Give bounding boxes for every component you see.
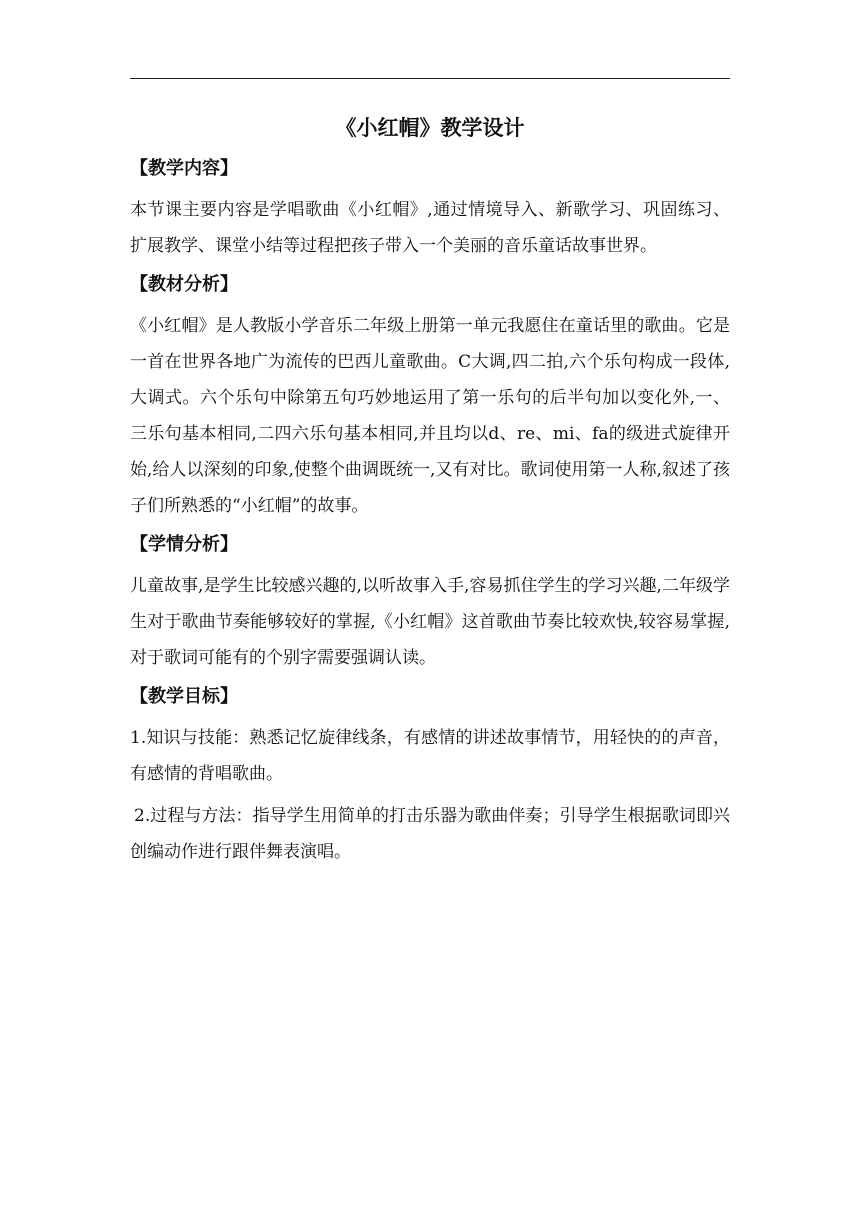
section-student-analysis xyxy=(130,530,730,676)
goal-item: 1.知识与技能：熟悉记忆旋律线条，有感情的讲述故事情节，用轻快的的声音，有感情的背唱歌曲。 xyxy=(130,728,730,784)
document-body xyxy=(130,110,730,876)
header-rule xyxy=(130,78,730,79)
section-paragraph: 儿童故事,是学生比较感兴趣的,以听故事入手,容易抓住学生的学习兴趣,二年级学生对于歌曲节奏能够较好的掌握,《小红帽》这首歌曲节奏比较欢快,较容易掌握,对于歌词可能有的个别字需要强调认读。 xyxy=(130,576,730,668)
section-paragraph: 《小红帽》是人教版小学音乐二年级上册第一单元我愿住在童话里的歌曲。它是一首在世界各地广为流传的巴西儿童歌曲。C大调,四二拍,六个乐句构成一段体,大调式。六个乐句中除第五句巧妙地运用了第一乐句的后半句加以变化外,一、三乐句基本相同,二四六乐句基本相同,并且均以d、re、mi、fa的级进式旋律开始,给人以深刻的印象,使整个曲调既统一,又有对比。歌词使用第一人称,叙述了孩子们所熟悉的“小红帽”的故事。 xyxy=(130,316,730,516)
document-title: 《小红帽》教学设计 xyxy=(335,115,525,140)
section-heading: 【教学内容】 xyxy=(130,158,238,179)
section-heading: 【教材分析】 xyxy=(130,274,238,295)
section-teaching-goals xyxy=(130,682,730,870)
section-heading: 【教学目标】 xyxy=(130,686,238,707)
section-paragraph: 本节课主要内容是学唱歌曲《小红帽》,通过情境导入、新歌学习、巩固练习、扩展教学、课堂小结等过程把孩子带入一个美丽的音乐童话故事世界。 xyxy=(130,200,730,256)
goal-item: 2.过程与方法：指导学生用简单的打击乐器为歌曲伴奏；引导学生根据歌词即兴创编动作进行跟伴舞表演唱。 xyxy=(130,806,730,862)
section-teaching-content xyxy=(130,154,730,264)
section-heading: 【学情分析】 xyxy=(130,534,238,555)
section-material-analysis xyxy=(130,270,730,524)
